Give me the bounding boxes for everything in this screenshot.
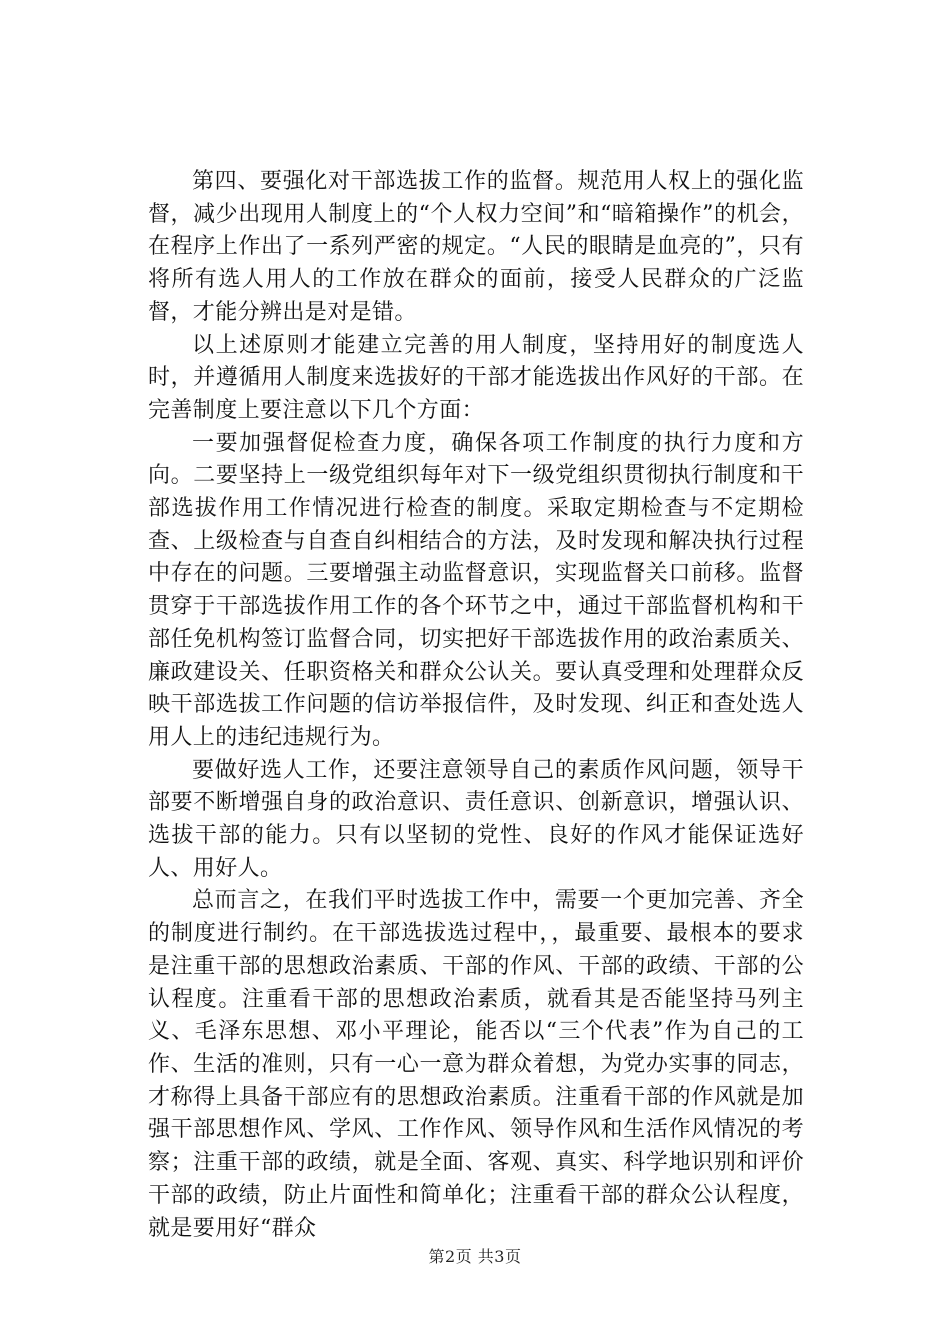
paragraph-leadership-quality: 要做好选人工作，还要注意领导自己的素质作风问题，领导干部要不断增强自身的政治意识、责任意识、创新意识，增强认识、选拔干部的能力。只有以坚韧的党性、良好的作风才能保证选好人、用好人。 — [148, 757, 804, 881]
paragraph-supervision: 第四、要强化对干部选拔工作的监督。规范用人权上的强化监督，减少出现用人制度上的“个人权力空间”和“暗箱操作”的机会，在程序上作出了一系列严密的规定。“人民的眼睛是血亮的”，只有将所有选人用人的工作放在群众的面前，接受人民群众的广泛监督，才能分辨出是对是错。 — [148, 169, 804, 325]
paragraph-inspection-measures: 一要加强督促检查力度，确保各项工作制度的执行力度和方向。二要坚持上一级党组织每年对下一级党组织贯彻执行制度和干部选拔作用工作情况进行检查的制度。采取定期检查与不定期检查、上级检查与自查自纠相结合的方法，及时发现和解决执行过程中存在的问题。三要增强主动监督意识，实现监督关口前移。监督贯穿于干部选拔作用工作的各个环节之中，通过干部监督机构和干部任免机构签订监督合同，切实把好干部选拔作用的政治素质关、廉政建设关、任职资格关和群众公认关。要认真受理和处理群众反映干部选拔工作问题的信访举报信件，及时发现、纠正和查处选人用人上的违纪违规行为。 — [148, 430, 804, 750]
document-body — [148, 166, 804, 1245]
paragraph-conclusion: 总而言之，在我们平时选拔工作中，需要一个更加完善、齐全的制度进行制约。在干部选拔选过程中，，最重要、最根本的要求是注重干部的思想政治素质、干部的作风、干部的政绩、干部的公认程度。注重看干部的思想政治素质，就看其是否能坚持马列主义、毛泽东思想、邓小平理论，能否以“三个代表”作为自己的工作、生活的准则，只有一心一意为群众着想，为党办实事的同志，才称得上具备干部应有的思想政治素质。注重看干部的作风就是加强干部思想作风、学风、工作作风、领导作风和生活作风情况的考察；注重干部的政绩，就是全面、客观、真实、科学地识别和评价干部的政绩，防止片面性和简单化；注重看干部的群众公认程度，就是要用好“群众 — [148, 888, 804, 1241]
paragraph-principles: 以上述原则才能建立完善的用人制度，坚持用好的制度选人时，并遵循用人制度来选拔好的干部才能选拔出作风好的干部。在完善制度上要注意以下几个方面： — [148, 332, 804, 423]
page-number-footer: 第2页 共3页 — [428, 1247, 522, 1266]
